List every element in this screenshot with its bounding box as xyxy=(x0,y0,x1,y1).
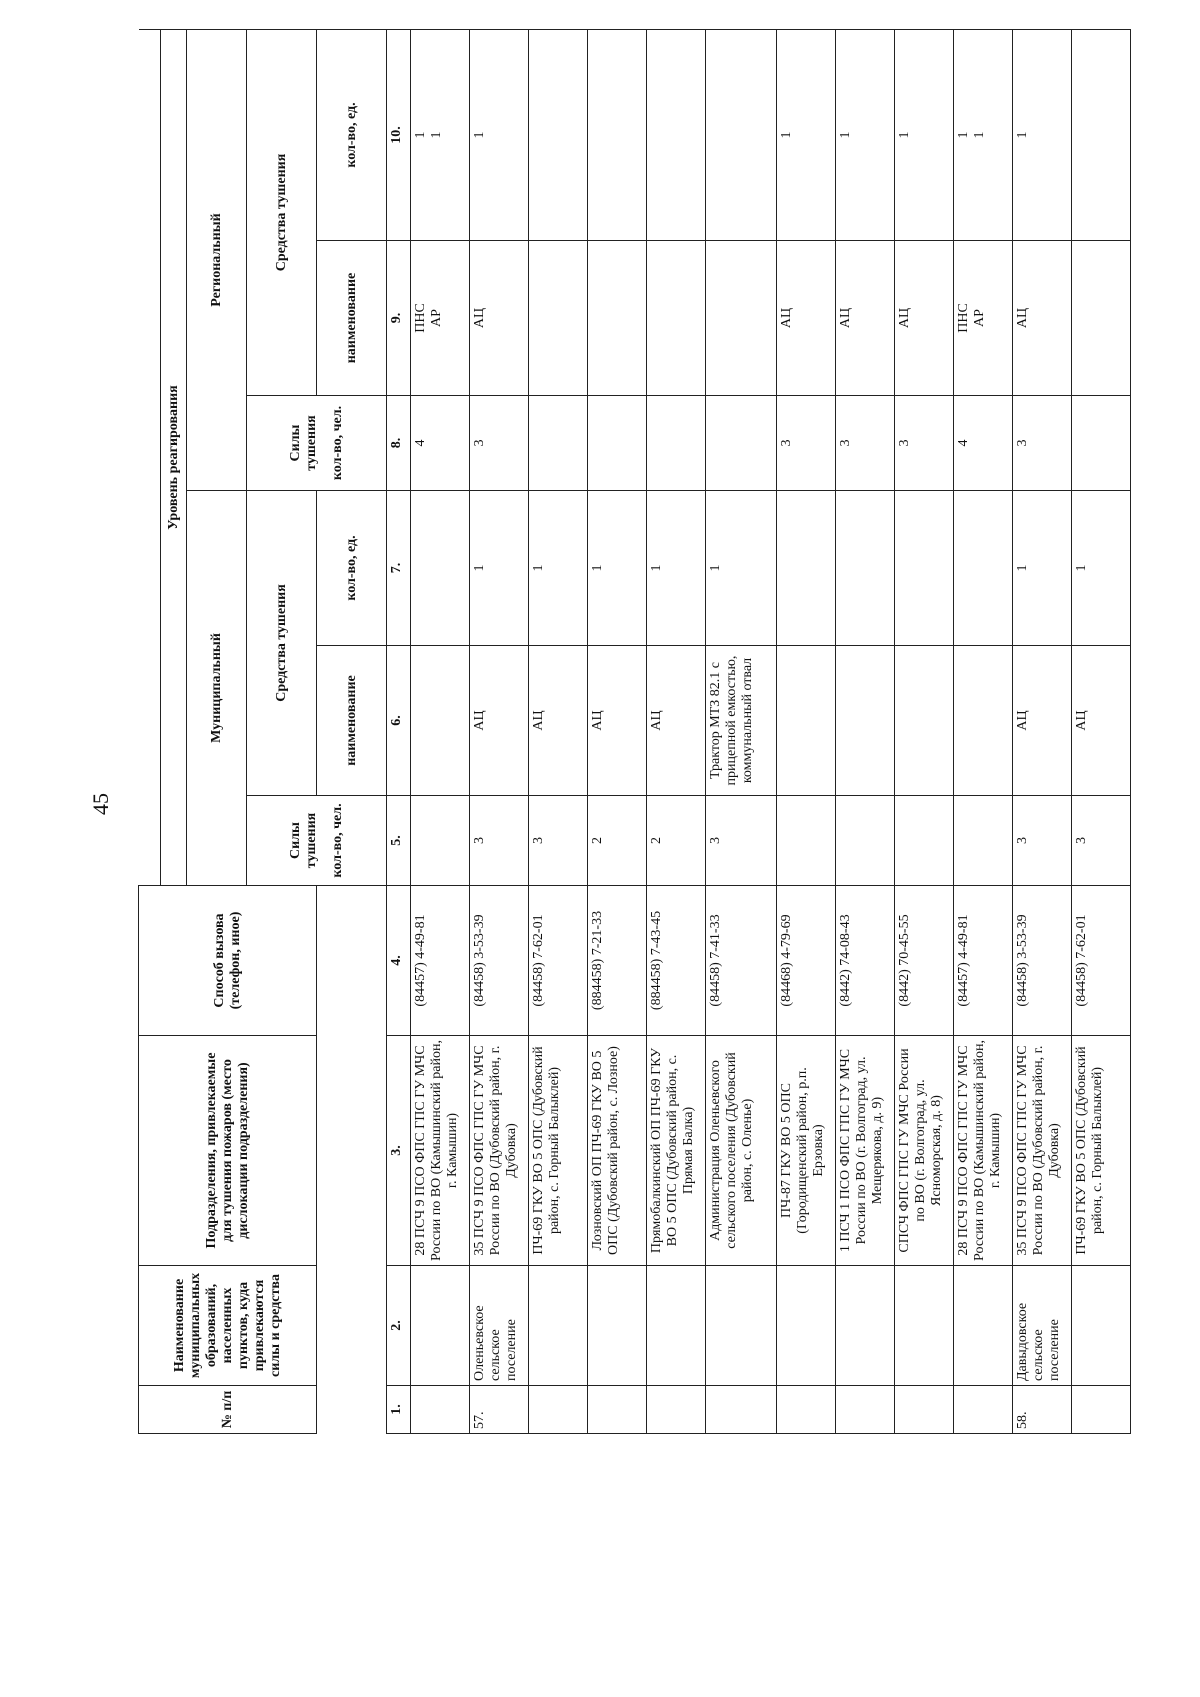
table-body xyxy=(411,30,1131,1434)
row-m-forces: 3 xyxy=(706,796,777,886)
col-num-5: 5. xyxy=(387,796,411,886)
row-unit: ПЧ-69 ГКУ ВО 5 ОПС (Дубовский район, с. Горный Балыклей) xyxy=(1072,1036,1131,1266)
row-r-means-count xyxy=(411,30,470,241)
col-num-3: 3. xyxy=(387,1036,411,1266)
table-row xyxy=(411,30,470,1434)
row-m-means-name: АЦ xyxy=(1072,646,1131,796)
row-m-means-count xyxy=(411,491,470,646)
row-r-means-count xyxy=(1072,30,1131,241)
row-r-means-name xyxy=(470,241,529,396)
row-municipality xyxy=(777,1266,836,1386)
col-num-10: 10. xyxy=(387,30,411,241)
row-call: (84457) 4-49-81 xyxy=(954,886,1013,1036)
row-r-means-name xyxy=(836,241,895,396)
rotated-table-container xyxy=(138,30,1200,1434)
row-call: (84458) 3-53-39 xyxy=(1013,886,1072,1036)
row-r-forces: 3 xyxy=(1013,396,1072,491)
row-r-means-count xyxy=(1013,30,1072,241)
table-row xyxy=(647,30,706,1434)
row-r-means-name-item: АР xyxy=(972,309,987,327)
row-r-means-name xyxy=(777,241,836,396)
table-row xyxy=(895,30,954,1434)
row-m-means-name xyxy=(954,646,1013,796)
row-r-means-name xyxy=(1013,241,1072,396)
row-num xyxy=(777,1386,836,1434)
row-r-means-count xyxy=(777,30,836,241)
row-r-means-name xyxy=(706,241,777,396)
row-m-means-name: АЦ xyxy=(647,646,706,796)
row-call: (884458) 7-43-45 xyxy=(647,886,706,1036)
header-r-means-name: наименование xyxy=(317,241,387,396)
col-num-1: 1. xyxy=(387,1386,411,1434)
table-row xyxy=(706,30,777,1434)
row-m-forces xyxy=(777,796,836,886)
row-m-forces: 3 xyxy=(529,796,588,886)
row-m-means-name xyxy=(836,646,895,796)
row-m-means-count xyxy=(895,491,954,646)
row-r-means-count-item: 1 xyxy=(972,131,987,139)
header-leaf-row xyxy=(317,30,387,1434)
row-r-means-name xyxy=(1072,241,1131,396)
table-row xyxy=(1013,30,1072,1434)
row-call: (884458) 7-21-33 xyxy=(588,886,647,1036)
header-m-forces-title: Силы тушения xyxy=(287,812,319,869)
row-r-means-count-item: 1 xyxy=(838,131,853,139)
header-r-means: Средства тушения xyxy=(247,30,317,396)
col-num-4: 4. xyxy=(387,886,411,1036)
row-num xyxy=(954,1386,1013,1434)
table-row xyxy=(836,30,895,1434)
row-call: (84458) 7-62-01 xyxy=(529,886,588,1036)
row-r-means-name-item: АЦ xyxy=(838,307,853,329)
row-r-means-count xyxy=(588,30,647,241)
page-number: 45 xyxy=(88,793,113,815)
row-call: (84458) 7-62-01 xyxy=(1072,886,1131,1036)
header-spacer xyxy=(317,886,387,1434)
row-unit: 28 ПСЧ 9 ПСО ФПС ГПС ГУ МЧС России по ВО (Камышинский район, г. Камышин) xyxy=(954,1036,1013,1266)
row-r-forces xyxy=(647,396,706,491)
header-num: № п/п xyxy=(139,1386,317,1434)
row-m-means-name xyxy=(895,646,954,796)
row-m-means-name: АЦ xyxy=(470,646,529,796)
row-call: (8442) 70-45-55 xyxy=(895,886,954,1036)
row-r-means-name-item: АЦ xyxy=(897,307,912,329)
row-r-means-name xyxy=(895,241,954,396)
row-call: (8442) 74-08-43 xyxy=(836,886,895,1036)
table-row xyxy=(588,30,647,1434)
col-num-8: 8. xyxy=(387,396,411,491)
row-municipality xyxy=(588,1266,647,1386)
row-m-means-count xyxy=(836,491,895,646)
header-m-forces xyxy=(247,796,387,886)
row-m-means-count: 1 xyxy=(647,491,706,646)
row-call: (84457) 4-49-81 xyxy=(411,886,470,1036)
row-m-forces: 3 xyxy=(470,796,529,886)
row-m-means-name xyxy=(411,646,470,796)
row-unit: 1 ПСЧ 1 ПСО ФПС ГПС ГУ МЧС России по ВО (г. Волгоград, ул. Мещерякова, д. 9) xyxy=(836,1036,895,1266)
row-r-means-count-item: 1 xyxy=(779,131,794,139)
row-r-means-name-item: ПНС xyxy=(413,303,428,333)
row-unit: ПЧ-87 ГКУ ВО 5 ОПС (Городищенский район, р.п. Ерзовка) xyxy=(777,1036,836,1266)
row-r-means-count xyxy=(647,30,706,241)
row-unit: Прямобалкинский ОП ПЧ-69 ГКУ ВО 5 ОПС (Дубовский район, с. Прямая Балка) xyxy=(647,1036,706,1266)
row-m-means-count: 1 xyxy=(470,491,529,646)
row-m-forces xyxy=(411,796,470,886)
table-row xyxy=(470,30,529,1434)
row-r-forces xyxy=(706,396,777,491)
row-num xyxy=(529,1386,588,1434)
row-r-forces xyxy=(529,396,588,491)
row-r-forces: 3 xyxy=(895,396,954,491)
row-m-means-count: 1 xyxy=(1013,491,1072,646)
row-r-forces: 3 xyxy=(836,396,895,491)
row-r-means-count-item: 1 xyxy=(956,131,971,139)
row-municipality: Оленьевское сельское поселение xyxy=(470,1266,529,1386)
row-r-forces xyxy=(1072,396,1131,491)
row-unit: СПСЧ ФПС ГПС ГУ МЧС России по ВО (г. Волгоград, ул. Ясноморская, д. 8) xyxy=(895,1036,954,1266)
row-r-means-name xyxy=(588,241,647,396)
row-m-means-name: АЦ xyxy=(1013,646,1072,796)
document-area xyxy=(138,30,1200,1434)
header-name: Наименование муниципальных образований, населенных пунктов, куда привлекаются силы и средства xyxy=(139,1266,317,1386)
row-r-forces: 4 xyxy=(411,396,470,491)
header-r-forces xyxy=(247,396,387,491)
row-call: (84468) 4-79-69 xyxy=(777,886,836,1036)
row-m-means-count xyxy=(954,491,1013,646)
row-r-forces xyxy=(588,396,647,491)
row-m-means-name xyxy=(777,646,836,796)
header-m-forces-unit: кол-во, чел. xyxy=(329,803,345,878)
header-r-forces-unit: кол-во, чел. xyxy=(329,405,345,481)
header-m-means-count: кол-во, ед. xyxy=(317,491,387,646)
row-municipality: Давыдовское сельское поселение xyxy=(1013,1266,1072,1386)
row-r-means-name xyxy=(411,241,470,396)
response-table xyxy=(138,29,1131,1434)
row-r-means-count xyxy=(954,30,1013,241)
row-r-means-count xyxy=(470,30,529,241)
header-m-means-name: наименование xyxy=(317,646,387,796)
row-municipality xyxy=(647,1266,706,1386)
column-number-row xyxy=(387,30,411,1434)
row-unit: 35 ПСЧ 9 ПСО ФПС ГПС ГУ МЧС России по ВО (Дубовский район, г. Дубовка) xyxy=(1013,1036,1072,1266)
row-r-forces: 3 xyxy=(470,396,529,491)
row-r-means-name-item: ПНС xyxy=(956,303,971,333)
row-m-means-name: АЦ xyxy=(588,646,647,796)
row-m-forces xyxy=(954,796,1013,886)
row-r-forces: 3 xyxy=(777,396,836,491)
row-call: (84458) 3-53-39 xyxy=(470,886,529,1036)
row-r-means-count-item: 1 xyxy=(472,131,487,139)
row-r-means-count xyxy=(706,30,777,241)
row-municipality xyxy=(954,1266,1013,1386)
row-m-means-count: 1 xyxy=(706,491,777,646)
table-row xyxy=(777,30,836,1434)
row-m-forces: 3 xyxy=(1013,796,1072,886)
row-unit: Администрация Оленьевского сельского поселения (Дубовский район, с. Оленье) xyxy=(706,1036,777,1266)
header-m-means: Средства тушения xyxy=(247,491,317,796)
row-num xyxy=(647,1386,706,1434)
row-r-means-count xyxy=(529,30,588,241)
row-r-forces: 4 xyxy=(954,396,1013,491)
row-municipality xyxy=(411,1266,470,1386)
row-r-means-count-item: 1 xyxy=(1015,131,1030,139)
header-call: Способ вызова (телефон, иное) xyxy=(139,886,317,1036)
row-unit: ПЧ-69 ГКУ ВО 5 ОПС (Дубовский район, с. Горный Балыклей) xyxy=(529,1036,588,1266)
row-r-means-name xyxy=(954,241,1013,396)
row-r-means-name-item: АЦ xyxy=(472,307,487,329)
row-r-means-count-item: 1 xyxy=(429,131,444,139)
row-municipality xyxy=(1072,1266,1131,1386)
row-r-means-count-item: 1 xyxy=(413,131,428,139)
row-unit: 35 ПСЧ 9 ПСО ФПС ГПС ГУ МЧС России по ВО (Дубовский район, г. Дубовка) xyxy=(470,1036,529,1266)
row-municipality xyxy=(836,1266,895,1386)
row-num xyxy=(1072,1386,1131,1434)
row-m-means-name: АЦ xyxy=(529,646,588,796)
row-r-means-count-item: 1 xyxy=(897,131,912,139)
header-units: Подразделения, привлекаемые для тушения пожаров (место дислокации подразделения) xyxy=(139,1036,317,1266)
header-blank xyxy=(139,30,161,886)
row-m-means-name: Трактор МТЗ 82.1 с прицепной емкостью, коммунальный отвал xyxy=(706,646,777,796)
row-call: (84458) 7-41-33 xyxy=(706,886,777,1036)
row-num xyxy=(895,1386,954,1434)
table-row xyxy=(1072,30,1131,1434)
row-num xyxy=(836,1386,895,1434)
row-m-means-count: 1 xyxy=(1072,491,1131,646)
row-r-means-name xyxy=(529,241,588,396)
col-num-2: 2. xyxy=(387,1266,411,1386)
row-r-means-name xyxy=(647,241,706,396)
table-row xyxy=(529,30,588,1434)
row-m-forces xyxy=(836,796,895,886)
header-level: Уровень реагирования xyxy=(161,30,187,886)
row-unit: 28 ПСЧ 9 ПСО ФПС ГПС ГУ МЧС России по ВО (Камышинский район, г. Камышин) xyxy=(411,1036,470,1266)
row-unit: Лозновский ОП ПЧ-69 ГКУ ВО 5 ОПС (Дубовский район, с. Лозное) xyxy=(588,1036,647,1266)
col-num-9: 9. xyxy=(387,241,411,396)
row-r-means-name-item: АЦ xyxy=(779,307,794,329)
header-regional: Региональный xyxy=(187,30,247,491)
header-r-forces-title: Силы тушения xyxy=(287,415,319,471)
row-m-means-count xyxy=(777,491,836,646)
row-r-means-name-item: АЦ xyxy=(1015,307,1030,329)
row-m-forces: 3 xyxy=(1072,796,1131,886)
col-num-7: 7. xyxy=(387,491,411,646)
row-num xyxy=(588,1386,647,1434)
row-m-forces: 2 xyxy=(588,796,647,886)
row-m-forces xyxy=(895,796,954,886)
row-num: 57. xyxy=(470,1386,529,1434)
col-num-6: 6. xyxy=(387,646,411,796)
row-r-means-count xyxy=(836,30,895,241)
row-r-means-count xyxy=(895,30,954,241)
row-municipality xyxy=(706,1266,777,1386)
row-num xyxy=(706,1386,777,1434)
row-m-means-count: 1 xyxy=(529,491,588,646)
table-row xyxy=(954,30,1013,1434)
row-m-forces: 2 xyxy=(647,796,706,886)
row-r-means-name-item: АР xyxy=(429,309,444,327)
row-municipality xyxy=(895,1266,954,1386)
row-num xyxy=(411,1386,470,1434)
row-m-means-count: 1 xyxy=(588,491,647,646)
header-municipal: Муниципальный xyxy=(187,491,247,886)
row-municipality xyxy=(529,1266,588,1386)
row-num: 58. xyxy=(1013,1386,1072,1434)
header-r-means-count: кол-во, ед. xyxy=(317,30,387,241)
header-top-row xyxy=(139,30,161,1434)
